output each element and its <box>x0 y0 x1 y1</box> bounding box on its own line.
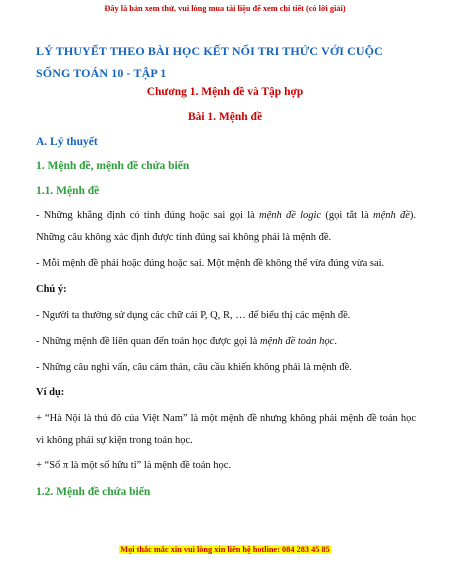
p1-text-c: (gọi tắt là <box>321 210 373 221</box>
document-title: LÝ THUYẾT THEO BÀI HỌC KẾT NỐI TRI THỨC VỚI CUỘC SỐNG TOÁN 10 - TẬP 1 <box>36 44 383 80</box>
section-1-heading: 1. Mệnh đề, mệnh đề chứa biến <box>36 160 190 172</box>
note2-text-a: - Những mệnh đề liên quan đến toán học được gọi là <box>36 336 260 347</box>
chapter-heading: Chương 1. Mệnh đề và Tập hợp <box>146 86 304 98</box>
footer-hotline-text: Mọi thắc mắc xin vui lòng xin liên hệ hotline: 084 283 45 85 <box>120 545 330 554</box>
note-item-questions: - Những câu nghi vấn, câu cảm thán, câu cầu khiến không phải là mệnh đề. <box>36 362 352 373</box>
note2-term: mệnh đề toán học <box>259 336 335 347</box>
note-item-letters: - Người ta thường sử dụng các chữ cái P, Q, R, … để biểu thị các mệnh đề. <box>36 310 351 321</box>
section-1-2-heading: 1.2. Mệnh đề chứa biến <box>36 486 151 498</box>
p1-text-e: ). Những câu không xác định được tính đúng sai không phải là mệnh đề. <box>36 210 416 243</box>
note-label: Chú ý: <box>36 284 67 295</box>
note2-text-c: . <box>334 336 337 347</box>
example-item-pi: + “Số π là một số hữu tỉ” là mệnh đề toán học. <box>36 460 232 471</box>
section-a-heading: A. Lý thuyết <box>36 136 98 148</box>
preview-notice: Đây là bản xem thử, vui lòng mua tài liệu để xem chi tiết (có lời giải) <box>104 4 346 13</box>
section-1-1-heading: 1.1. Mệnh đề <box>36 185 100 197</box>
p1-term-logic: mệnh đề logic <box>259 210 322 221</box>
paragraph-definition <box>36 205 416 249</box>
paragraph-truth: - Mỗi mệnh đề phải hoặc đúng hoặc sai. Một mệnh đề không thể vừa đúng vừa sai. <box>36 258 385 269</box>
p1-text-a: - Những khẳng định có tính đúng hoặc sai gọi là <box>36 210 260 221</box>
p1-term: mệnh đề <box>372 210 410 221</box>
note-item-math <box>36 331 416 353</box>
lesson-heading: Bài 1. Mệnh đề <box>187 111 263 123</box>
example-item-hanoi: + “Hà Nội là thủ đô của Việt Nam” là một mệnh đề nhưng không phải mệnh đề toán học vì không phải sự kiện trong toán học. <box>36 413 416 446</box>
example-label: Ví dụ: <box>36 387 65 398</box>
footer-hotline <box>0 545 450 554</box>
